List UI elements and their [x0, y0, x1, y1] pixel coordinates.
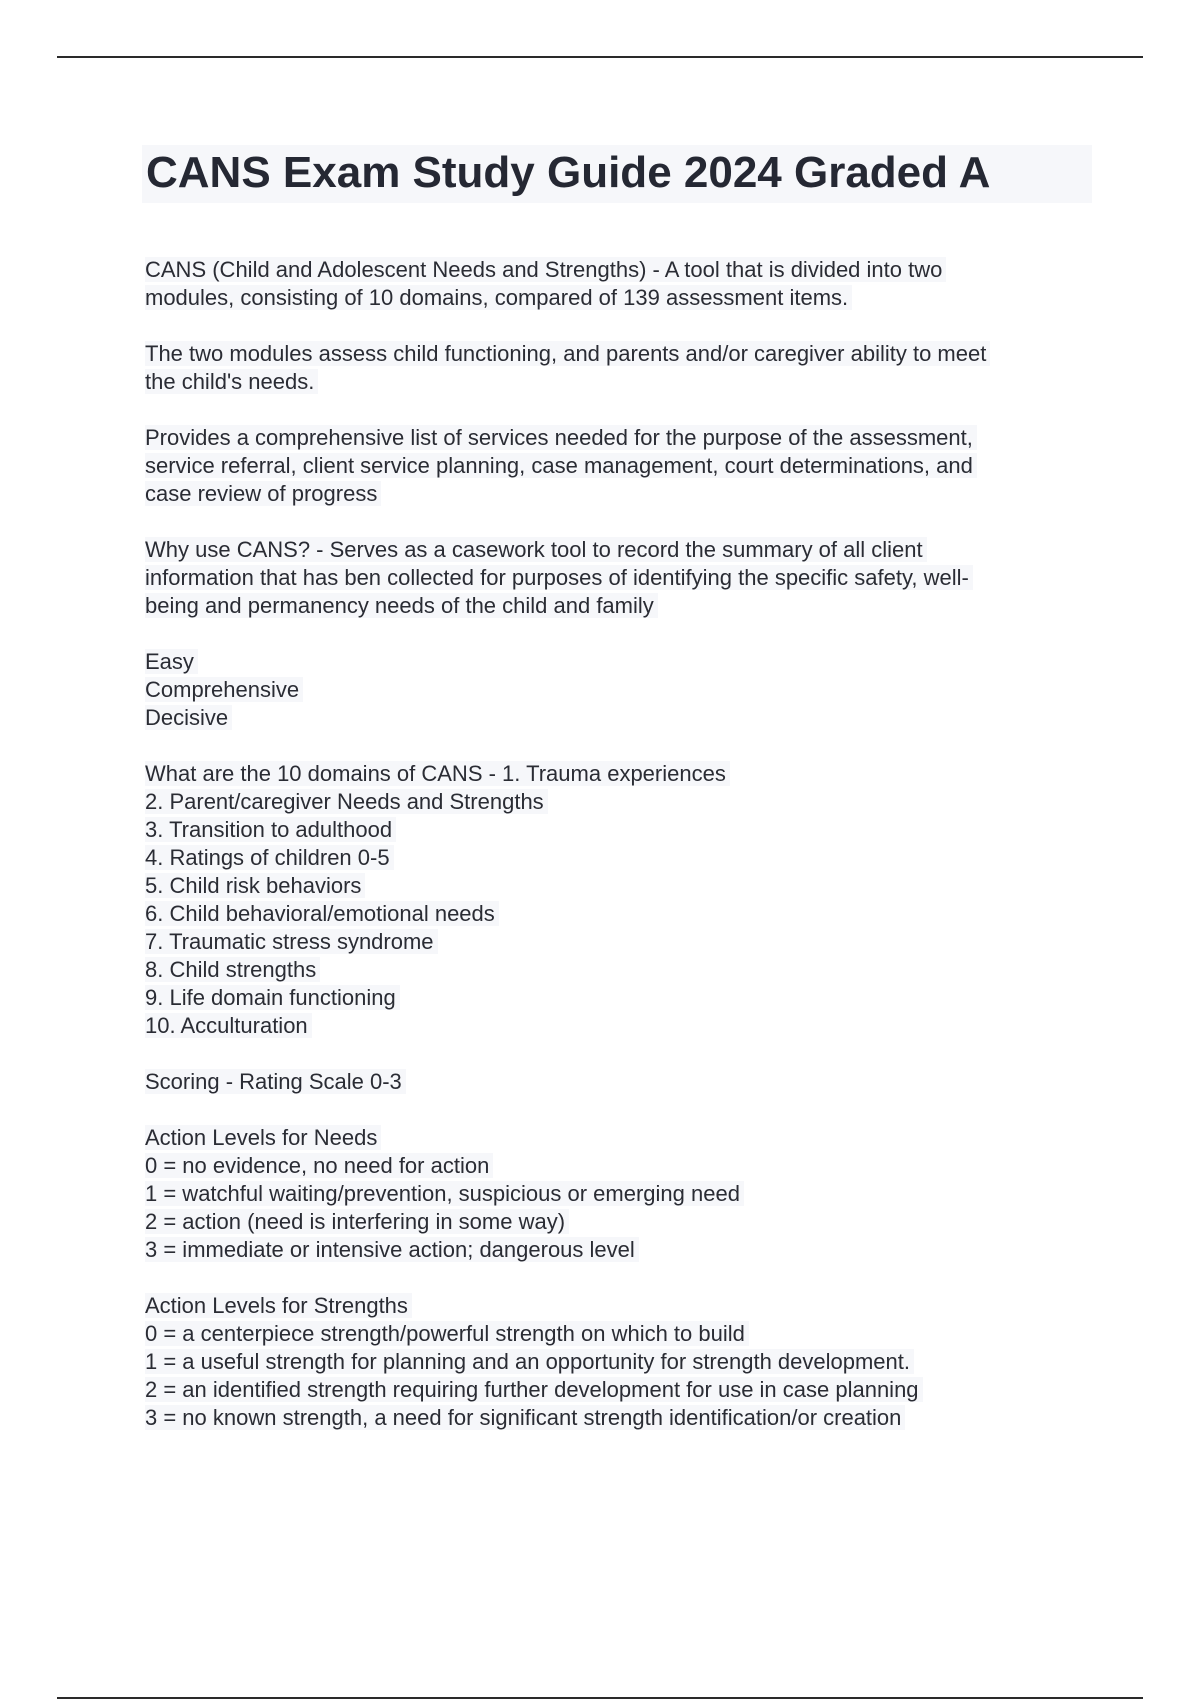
text-line-row [145, 1208, 1105, 1236]
text-line: 3 = no known strength, a need for significant strength identification/or creation [145, 1405, 905, 1430]
text-line-row [145, 1180, 1105, 1208]
text-line-row [145, 480, 1105, 508]
text-line-row [145, 536, 1105, 564]
text-block [145, 1292, 1105, 1432]
text-line: 6. Child behavioral/emotional needs [145, 901, 499, 926]
text-line: Action Levels for Needs [145, 1125, 381, 1150]
text-line: CANS (Child and Adolescent Needs and Strengths) - A tool that is divided into two [145, 257, 946, 282]
text-line: 3. Transition to adulthood [145, 817, 396, 842]
text-line-row [145, 1292, 1105, 1320]
text-line: being and permanency needs of the child and family [145, 593, 658, 618]
text-line-row [145, 704, 1105, 732]
text-line-row [145, 1404, 1105, 1432]
text-block [145, 1124, 1105, 1264]
text-line-row [145, 760, 1105, 788]
text-line-row [145, 1236, 1105, 1264]
text-line: 2 = an identified strength requiring further development for use in case planning [145, 1377, 923, 1402]
text-line: Action Levels for Strengths [145, 1293, 412, 1318]
text-line: 8. Child strengths [145, 957, 320, 982]
text-line-row [145, 368, 1105, 396]
text-line: service referral, client service planning, case management, court determinations, and [145, 453, 977, 478]
text-line: Decisive [145, 705, 232, 730]
text-line-row [145, 788, 1105, 816]
text-line-row [145, 1152, 1105, 1180]
text-block [145, 256, 1105, 312]
text-line-row [145, 1124, 1105, 1152]
text-line: Why use CANS? - Serves as a casework tool to record the summary of all client [145, 537, 927, 562]
text-line: modules, consisting of 10 domains, compared of 139 assessment items. [145, 285, 852, 310]
top-divider [57, 56, 1143, 58]
text-line: information that has ben collected for purposes of identifying the specific safety, well- [145, 565, 973, 590]
text-line: the child's needs. [145, 369, 318, 394]
text-line-row [145, 452, 1105, 480]
text-line: Scoring - Rating Scale 0-3 [145, 1069, 406, 1094]
text-line-row [145, 1068, 1105, 1096]
text-line: 5. Child risk behaviors [145, 873, 365, 898]
text-line: 0 = a centerpiece strength/powerful strength on which to build [145, 1321, 749, 1346]
text-line-row [145, 1376, 1105, 1404]
text-line-row [145, 900, 1105, 928]
text-block [145, 424, 1105, 508]
text-line: 1 = watchful waiting/prevention, suspicious or emerging need [145, 1181, 744, 1206]
text-line: 1 = a useful strength for planning and an opportunity for strength development. [145, 1349, 914, 1374]
text-block [145, 536, 1105, 620]
text-line: 7. Traumatic stress syndrome [145, 929, 438, 954]
text-line: 0 = no evidence, no need for action [145, 1153, 493, 1178]
text-line: What are the 10 domains of CANS - 1. Trauma experiences [145, 761, 730, 786]
text-line: 10. Acculturation [145, 1013, 312, 1038]
text-line-row [145, 1348, 1105, 1376]
text-line: Easy [145, 649, 198, 674]
text-block [145, 340, 1105, 396]
document-body [145, 256, 1105, 1460]
text-line: 2 = action (need is interfering in some way) [145, 1209, 569, 1234]
text-line-row [145, 872, 1105, 900]
text-line: Provides a comprehensive list of services needed for the purpose of the assessment, [145, 425, 977, 450]
text-block [145, 760, 1105, 1040]
bottom-divider [57, 1697, 1143, 1699]
text-line: 3 = immediate or intensive action; dangerous level [145, 1237, 639, 1262]
text-line-row [145, 984, 1105, 1012]
text-block [145, 1068, 1105, 1096]
text-line-row [145, 592, 1105, 620]
text-line-row [145, 1320, 1105, 1348]
text-line: 9. Life domain functioning [145, 985, 400, 1010]
text-line-row [145, 340, 1105, 368]
text-line-row [145, 844, 1105, 872]
text-line: 4. Ratings of children 0-5 [145, 845, 394, 870]
text-line: The two modules assess child functioning, and parents and/or caregiver ability to meet [145, 341, 990, 366]
text-line: 2. Parent/caregiver Needs and Strengths [145, 789, 548, 814]
text-block [145, 648, 1105, 732]
document-title: CANS Exam Study Guide 2024 Graded A [146, 148, 991, 197]
text-line: Comprehensive [145, 677, 303, 702]
text-line-row [145, 1012, 1105, 1040]
text-line: case review of progress [145, 481, 381, 506]
text-line-row [145, 816, 1105, 844]
text-line-row [145, 424, 1105, 452]
text-line-row [145, 256, 1105, 284]
text-line-row [145, 564, 1105, 592]
text-line-row [145, 956, 1105, 984]
text-line-row [145, 676, 1105, 704]
text-line-row [145, 928, 1105, 956]
text-line-row [145, 284, 1105, 312]
text-line-row [145, 648, 1105, 676]
